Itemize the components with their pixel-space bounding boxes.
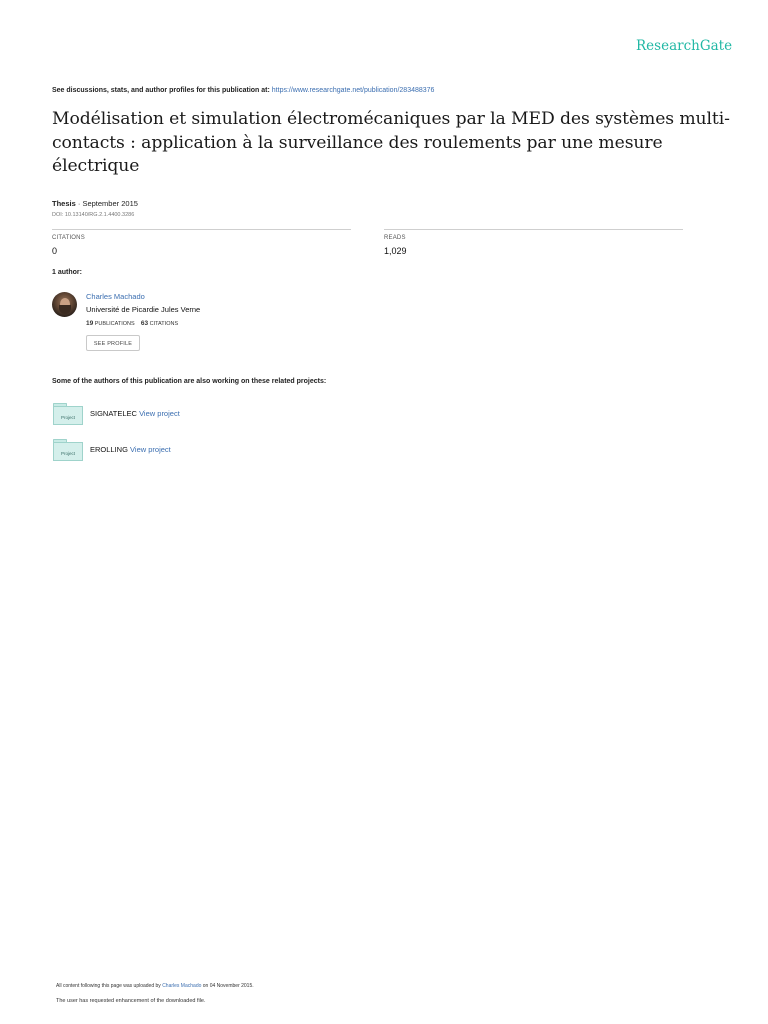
reads-value: 1,029 [384,246,407,256]
avatar-beard [59,305,71,314]
author-avatar[interactable] [52,292,77,317]
authors-heading: 1 author: [52,269,82,276]
project-item [90,409,180,418]
project-folder-icon[interactable] [53,403,83,425]
publication-title: Modélisation et simulation électromécaniques par la MED des systèmes multi-contacts : application à la surveillance des roulements par une mesure électrique [52,109,730,176]
reads-divider [384,229,683,230]
citations-value: 0 [52,246,58,256]
publication-meta [52,199,138,208]
project-name: EROLLING [90,445,128,454]
enhancement-note: The user has requested enhancement of the downloaded file. [56,998,206,1004]
upload-prefix: All content following this page was uploaded by [56,983,161,989]
folder-label: Project [60,415,75,420]
publication-type: Thesis [52,199,76,208]
citations-label: CITATIONS [52,235,85,241]
view-project-link[interactable]: View project [130,445,171,454]
see-profile-button[interactable]: SEE PROFILE [86,335,140,351]
upload-suffix: on 04 November 2015. [202,983,254,989]
reads-label: READS [384,235,406,241]
author-stats [86,320,178,327]
author-publications-label: PUBLICATIONS [94,321,135,327]
author-institution: Université de Picardie Jules Verne [86,305,201,314]
researchgate-logo[interactable]: ResearchGate [636,38,733,54]
discussion-prefix: See discussions, stats, and author profiles for this publication at: [52,87,270,94]
author-name-link[interactable]: Charles Machado [86,292,145,301]
publication-doi: DOI: 10.13140/RG.2.1.4400.3286 [52,212,135,218]
author-citations-count: 63 [140,320,149,327]
meta-separator: · [77,199,83,208]
author-citations-label: CITATIONS [149,321,179,327]
project-name: SIGNATELEC [90,409,137,418]
citations-divider [52,229,351,230]
publication-url-link[interactable]: https://www.researchgate.net/publication/283488376 [271,87,435,94]
project-item [90,445,171,454]
folder-label: Project [60,451,75,456]
discussion-line [52,87,434,94]
project-folder-icon[interactable] [53,439,83,461]
publication-date: September 2015 [82,199,138,208]
related-projects-heading: Some of the authors of this publication are also working on these related projects: [52,378,327,385]
uploader-link[interactable]: Charles Machado [162,983,202,989]
author-publications-count: 19 [86,320,94,327]
view-project-link[interactable]: View project [139,409,180,418]
upload-note [56,983,254,989]
